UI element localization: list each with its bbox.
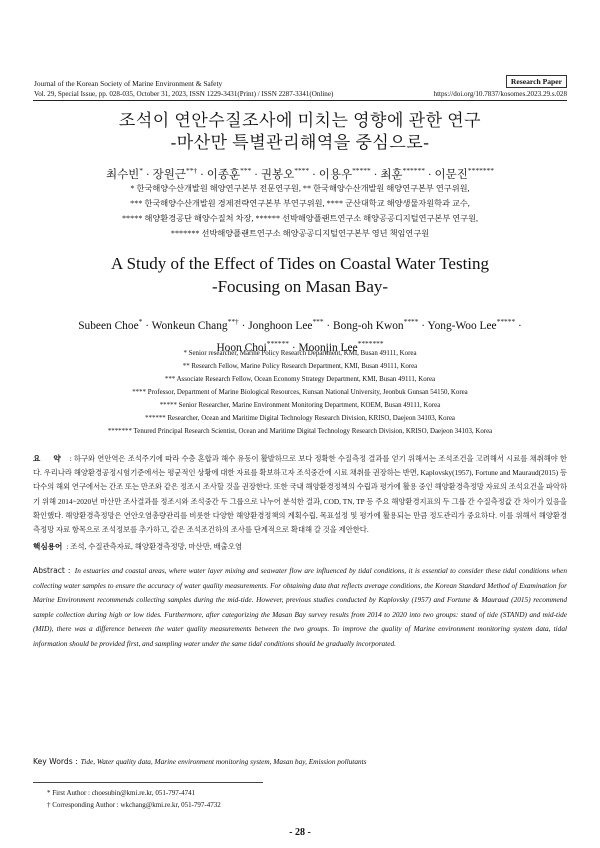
footnote-first-author: * First Author : choesubin@kmi.re.kr, 051-797-4741 xyxy=(47,789,196,797)
korean-abstract-label: 요 약 xyxy=(33,454,66,463)
author-en: Subeen Choe* xyxy=(78,317,143,332)
author-ko: 이종훈*** xyxy=(206,166,252,181)
english-affiliation: ******* Tenured Principal Research Scientist, Ocean and Maritime Digital Technology Research Division, KRISO, Daejeon 34103, Korea xyxy=(107,428,493,435)
header-rule xyxy=(33,100,567,101)
author-ko: 최훈****** xyxy=(380,166,425,181)
english-affiliation: *** Associate Research Fellow, Ocean Economy Strategy Department, KMI, Busan 49111, Korea xyxy=(164,376,436,383)
english-title-line2: -Focusing on Masan Bay- xyxy=(211,277,389,296)
author-en: Yong-Woo Lee***** xyxy=(427,317,516,332)
korean-keywords xyxy=(33,541,242,552)
korean-keywords-label: 핵심용어 xyxy=(33,542,63,551)
english-abstract xyxy=(33,564,567,652)
author-en: Jonghoon Lee*** xyxy=(248,317,324,332)
author-ko: 이용우***** xyxy=(318,166,371,181)
footnote-corresponding-author: † Corresponding Author : wkchang@kmi.re.kr, 051-797-4732 xyxy=(47,801,221,809)
korean-title-line2: -마산만 특별관리해역을 중심으로- xyxy=(170,133,430,152)
volume-info: Vol. 29, Special Issue, pp. 028-035, October 31, 2023, ISSN 1229-3431(Print) / ISSN 2287-3341(Online) xyxy=(34,90,334,98)
author-ko: 이문진******* xyxy=(434,166,495,181)
page-number: - 28 - xyxy=(289,827,311,838)
korean-abstract-text: : 하구와 연안역은 조석주기에 따라 수층 혼합과 해수 유동이 활발하므로 보다 정확한 수질측정 결과를 얻기 위해서는 조석조건을 고려해서 시료를 채취해야 한다. 우리나라 해양환경공정시험기준에서는 평균적인 상황에 대한 자료를 확보하고자 조석중간에 시료 채취를 권장하는 반면, Kaplovsky(1957), Fortune and Mauraud(2015) 등 다수의 해외 연구에서는 간조 또는 만조와 같은 정조시 조사할 것을 권장한다. 또한 국내 해양환경정책의 수립과 평가에 활용 중인 해양환경측정망 자료의 조석요건을 파악하기 위해 2014~2020년 마산만 조사결과를 정조시와 조석중간 두 그룹으로 나누어 분석한 결과, COD, TN, TP 등 주요 해양환경지표의 두 그룹 간 수질측정값 간 차이가 있음을 확인했다. 해양환경측정망은 연안오염총량관리를 비롯한 다양한 해양환경정책의 계획수립, 목표설정 및 평가에 활용되는 만큼 정도관리가 중요하다. 이를 위해서 해양환경측정망 자료 항목으로 조석정보를 추가하고, 같은 조석조건하의 조사를 단계적으로 확대해 갈 것을 제안한다. xyxy=(33,454,567,535)
korean-authors: 최수빈* · 장원근**† · 이종훈*** · 권봉오**** · 이용우***** · 최훈****** · 이문진******* xyxy=(105,166,495,181)
english-keywords-text: Tide, Water quality data, Marine environment monitoring system, Masan bay, Emission pollutants xyxy=(80,757,367,766)
english-affiliation: **** Professor, Department of Marine Biological Resources, Kunsan National University, Jeonbuk Gunsan 54150, Korea xyxy=(132,389,468,396)
english-affiliation: * Senior researcher, Marine Policy Research Department, KMI, Busan 49111, Korea xyxy=(183,350,417,357)
korean-title-line1: 조석이 연안수질조사에 미치는 영향에 관한 연구 xyxy=(118,111,482,130)
english-keywords xyxy=(33,757,367,766)
author-en: Wonkeun Chang**† xyxy=(151,317,239,332)
footnote-rule xyxy=(33,782,263,783)
author-ko: 권봉오**** xyxy=(260,166,310,181)
journal-name: Journal of the Korean Society of Marine Environment & Safety xyxy=(34,79,223,88)
article-type-badge: Research Paper xyxy=(506,75,567,88)
korean-affiliation: *** 한국해양수산개발원 경제전략연구본부 부연구위원, **** 군산대학교 해양생물자원학과 교수, xyxy=(130,199,470,208)
korean-affiliation: ***** 해양환경공단 해양수질처 차장, ****** 선박해양플랜트연구소 해양공공디지털연구본부 연구원, xyxy=(121,214,479,223)
english-authors: Subeen Choe* · Wonkeun Chang**† · Jonghoon Lee*** · Bong-oh Kwon**** · Yong-Woo Lee***** · Hoon Choi****** · Moonjin Lee******* xyxy=(78,317,522,354)
english-affiliation: ***** Senior Researcher, Marine Environment Monitoring Department, KOEM, Busan 49111, Korea xyxy=(159,402,441,409)
korean-affiliation: * 한국해양수산개발원 해양연구본부 전문연구원, ** 한국해양수산개발원 해양연구본부 연구위원, xyxy=(130,184,470,193)
english-title-line1: A Study of the Effect of Tides on Coastal Water Testing xyxy=(110,254,490,273)
korean-abstract xyxy=(33,452,567,537)
author-ko: 장원근**† xyxy=(152,166,198,181)
author-en: Hoon Choi****** xyxy=(216,338,289,354)
korean-keywords-text: : 조석, 수질관측자료, 해양환경측정망, 마산만, 배출오염 xyxy=(66,542,243,551)
author-en: Bong-oh Kwon**** xyxy=(333,317,419,332)
english-affiliation: ** Research Fellow, Marine Policy Research Department, KMI, Busan 49111, Korea xyxy=(182,363,418,370)
english-abstract-label: Abstract : xyxy=(33,566,71,575)
doi-link[interactable]: https://doi.org/10.7837/kosomes.2023.29.s.028 xyxy=(433,90,567,98)
english-abstract-text: In estuaries and coastal areas, where water layer mixing and seawater flow are influenced by tidal conditions, it is essential to consider these tidal conditions when collecting water samples to ensure the accuracy of water quality measurements. For obtaining data that reflects average conditions, the Korean Standard Method of Examination for Marine Environment recommends collecting samples during the mid-tide. However, previous studies conducted by Kaplovsky (1957) and Fortune & Mauraud (2015) recommend sample collection during high or low tides. Furthermore, after categorizing the Masan Bay survey results from 2014 to 2020 into two groups: stand of tide (STAND) and mid-tide (MID), there was a difference between the water quality measurements between the two groups. To improve the quality of Marine environment monitoring system data, tidal information should be provided first, and sampling water under the same tidal conditions should be gradually incorporated. xyxy=(33,566,567,648)
english-affiliation: ****** Researcher, Ocean and Maritime Digital Technology Research Division, KRISO, Daejeon 34103, Korea xyxy=(145,415,455,422)
author-en: Moonjin Lee******* xyxy=(298,338,384,354)
korean-affiliation: ******* 선박해양플랜트연구소 해양공공디지털연구본부 영년 책임연구원 xyxy=(170,229,430,238)
author-ko: 최수빈* xyxy=(105,166,144,181)
english-keywords-label: Key Words : xyxy=(33,757,78,766)
